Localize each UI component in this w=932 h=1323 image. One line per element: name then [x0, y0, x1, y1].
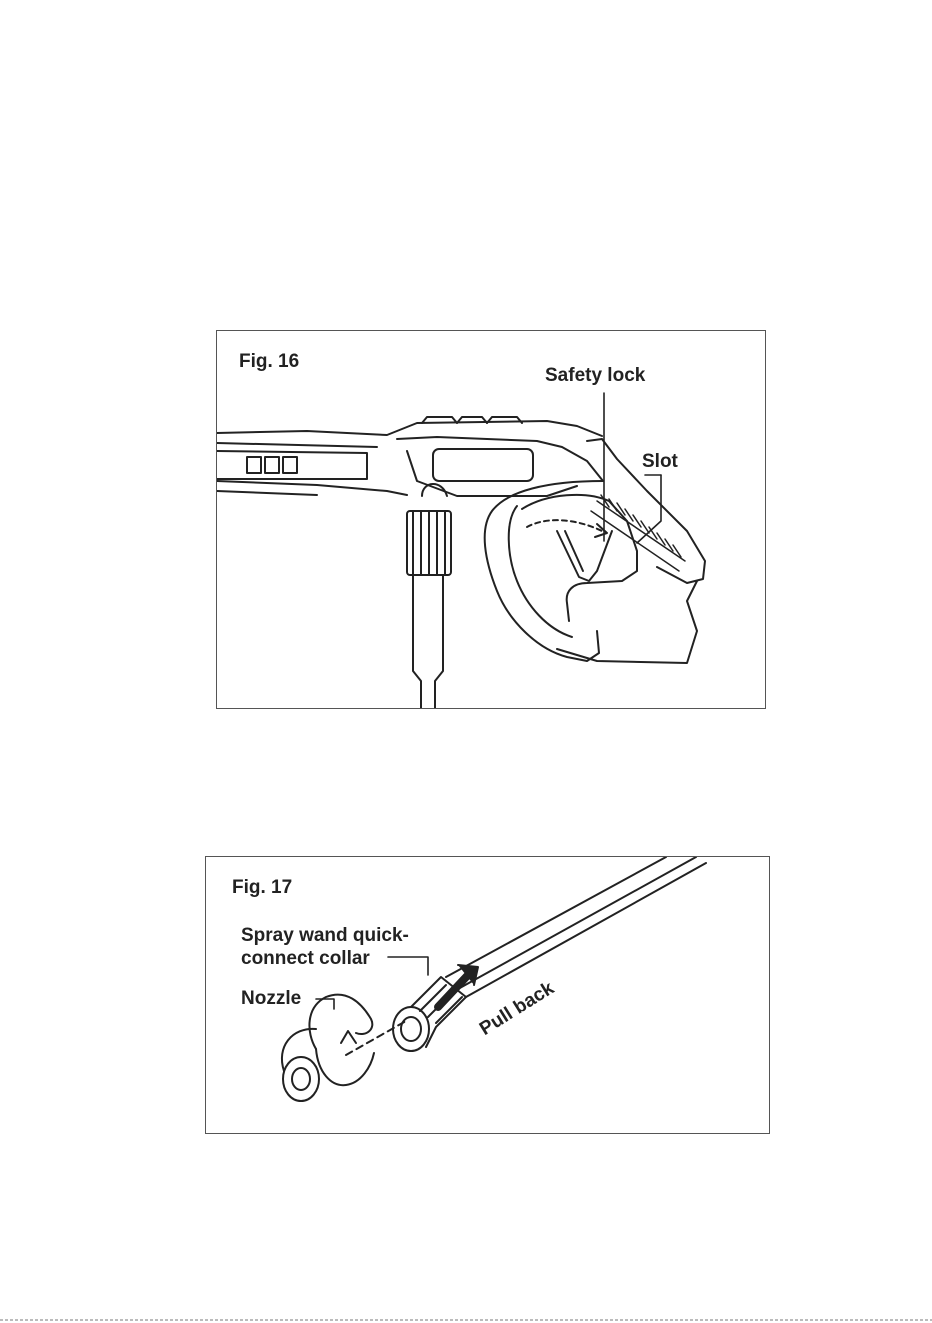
figure-16: [216, 330, 766, 709]
collar-label-line2: connect collar: [241, 948, 370, 969]
nozzle-label: Nozzle: [241, 988, 302, 1009]
spray-gun-illustration: [217, 331, 766, 709]
figure-17: [205, 856, 770, 1134]
slot-label: Slot: [642, 451, 678, 472]
safety-lock-label: Safety lock: [545, 365, 646, 386]
figure-17-title: Fig. 17: [232, 877, 293, 898]
figure-16-title: Fig. 16: [239, 351, 300, 372]
page-edge-rule: [0, 1319, 932, 1321]
collar-label-line1: Spray wand quick-: [241, 925, 409, 946]
pull-back-label: Pull back: [476, 977, 558, 1040]
